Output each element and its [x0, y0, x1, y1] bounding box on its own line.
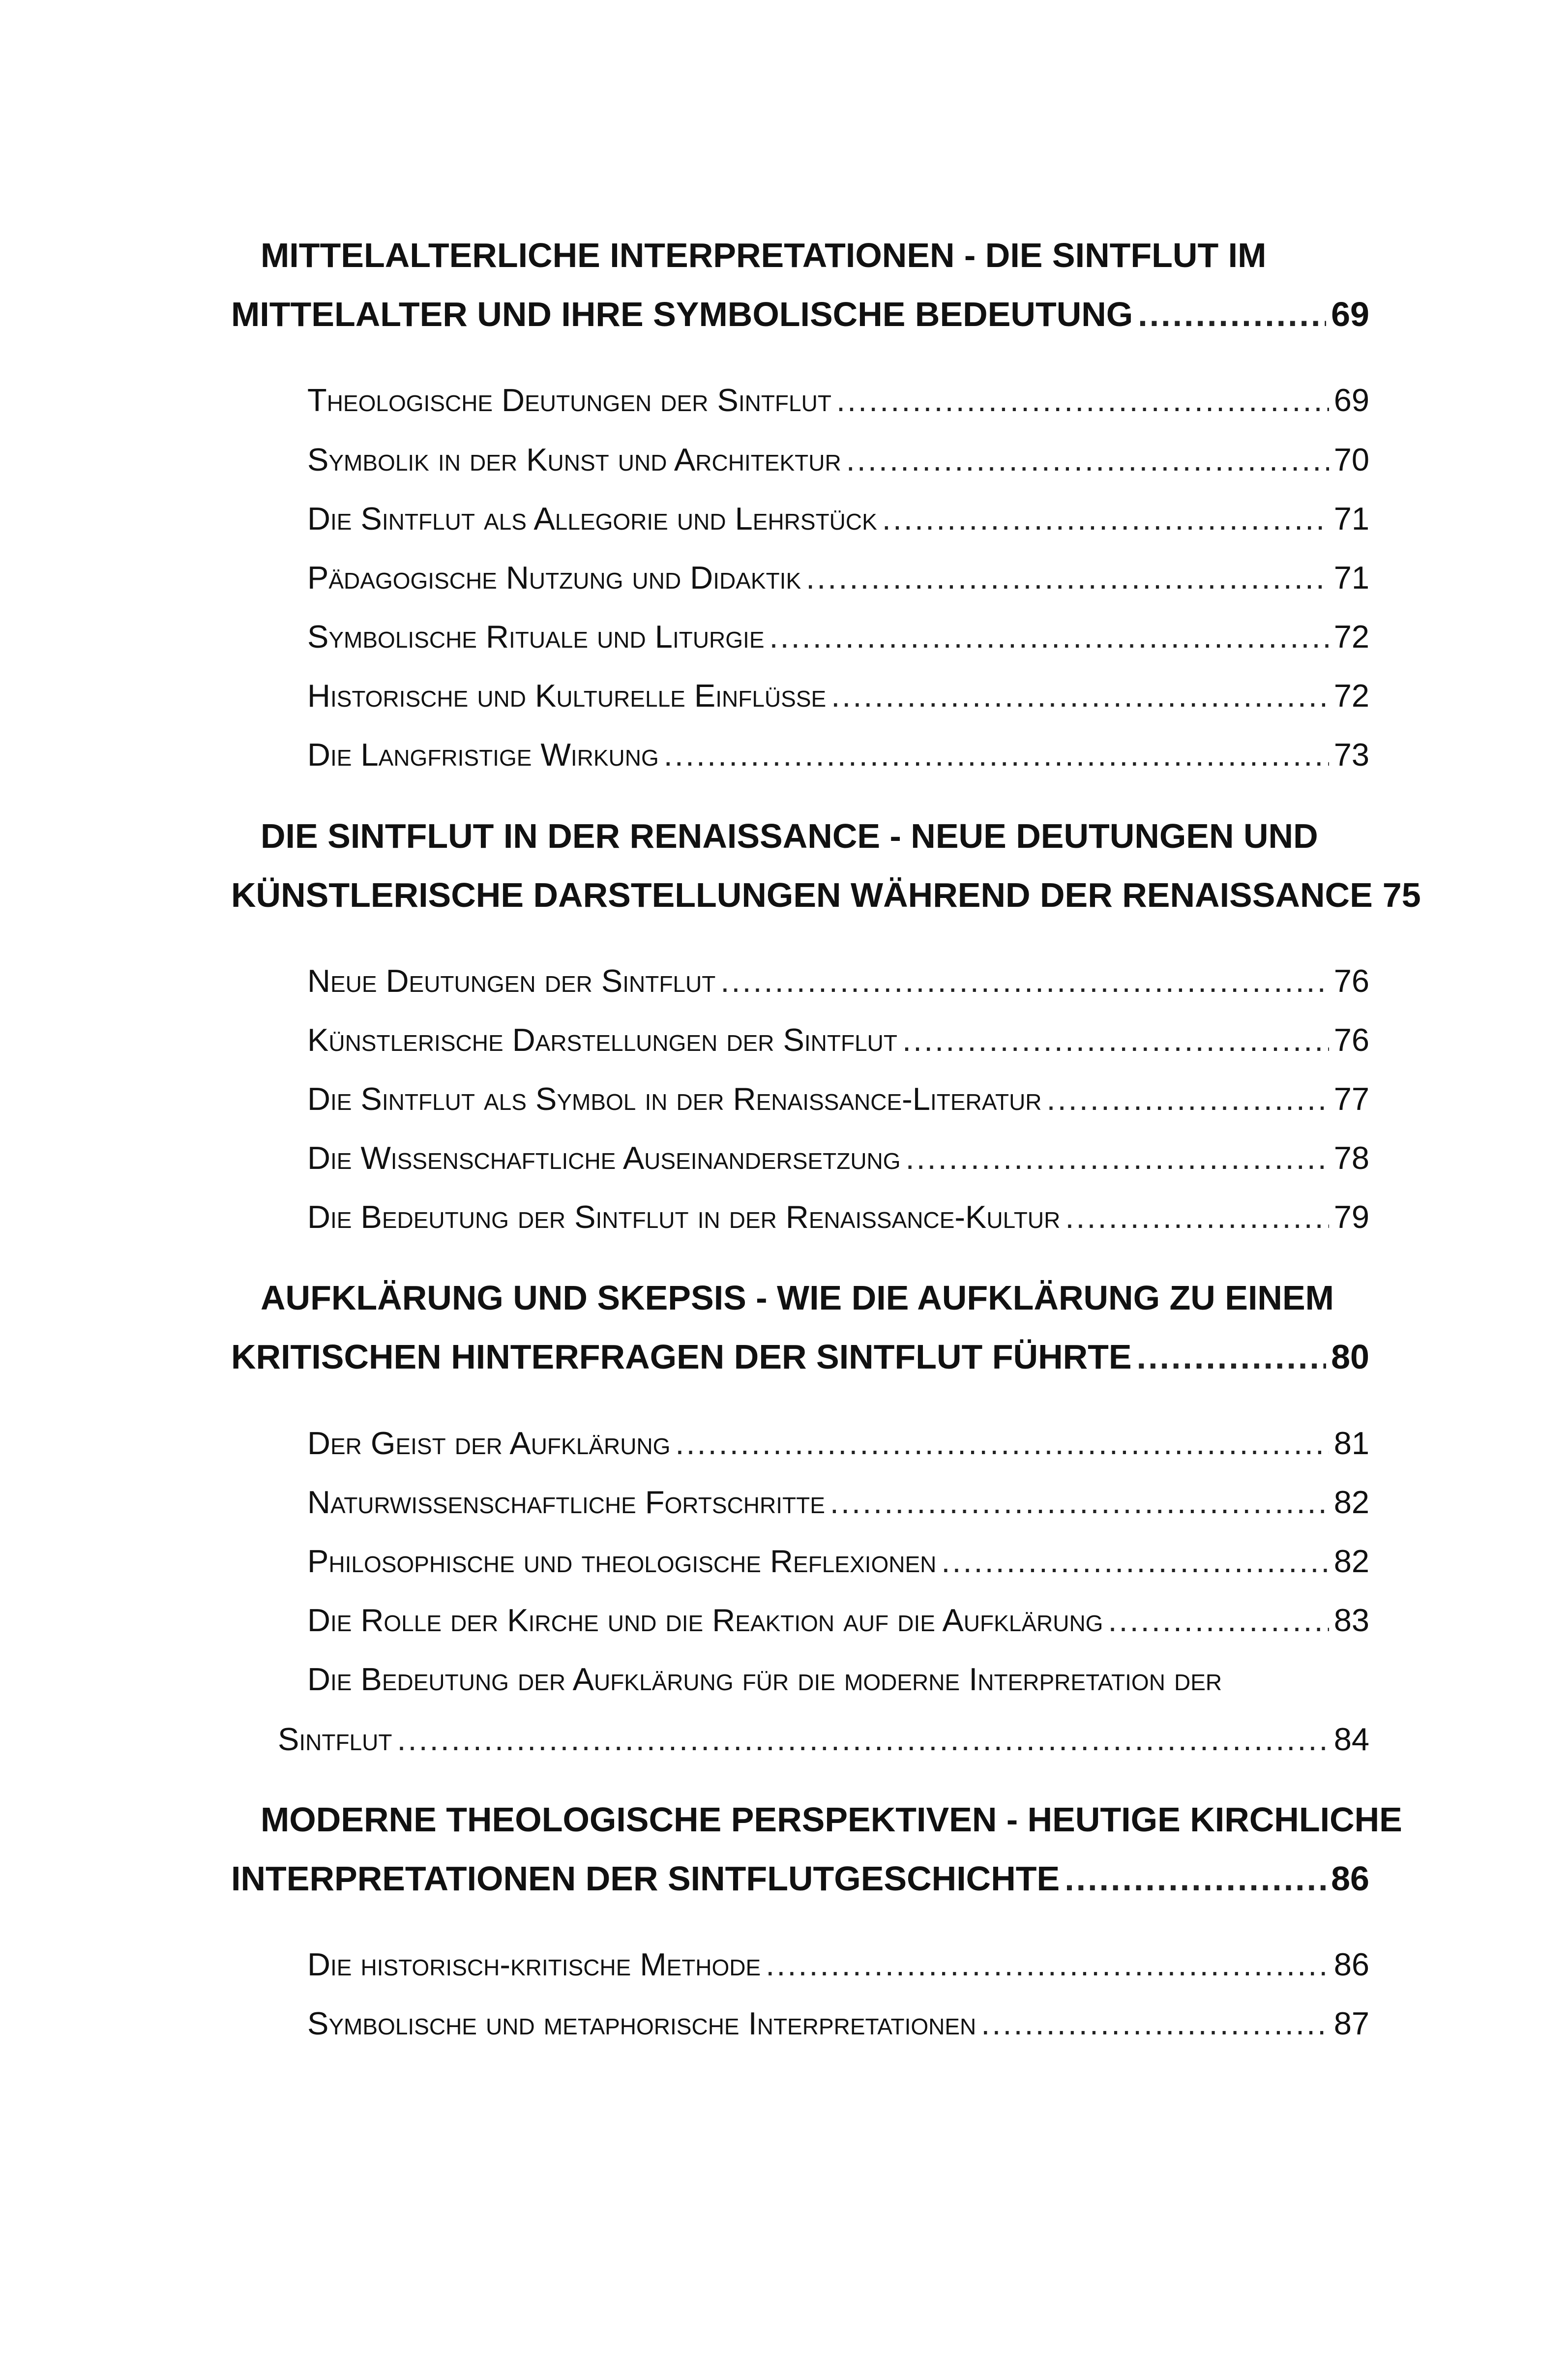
page-number: 77: [1333, 1081, 1369, 1117]
dot-leader: [1108, 1604, 1329, 1636]
dot-leader: [769, 621, 1329, 653]
dot-leader: [846, 444, 1329, 476]
section-title: Die Bedeutung der Aufklärung für die moderne Interpretation der: [307, 1661, 1222, 1697]
page-number: 72: [1333, 678, 1369, 714]
section-title: Symbolische Rituale und Liturgie: [307, 619, 765, 655]
chapter-title-line1: DIE SINTFLUT IN DER RENAISSANCE - NEUE DEUTUNGEN UND: [261, 817, 1318, 855]
page-number: 76: [1333, 1022, 1369, 1058]
page-number: 72: [1333, 619, 1369, 655]
section-title: Die Rolle der Kirche und die Reaktion auf die Aufklärung: [307, 1602, 1103, 1638]
dot-leader: [1137, 1340, 1327, 1374]
page-number: 78: [1333, 1140, 1369, 1176]
chapter-title-text: KÜNSTLERISCHE DARSTELLUNGEN WÄHREND DER RENAISSANCE: [231, 876, 1373, 914]
dot-leader: [397, 1723, 1329, 1755]
section-title: Die Sintflut als Symbol in der Renaissance-Literatur: [307, 1081, 1042, 1117]
chapter-title-text: KRITISCHEN HINTERFRAGEN DER SINTFLUT FÜHRTE: [231, 1338, 1132, 1376]
section-title-continued: Sintflut: [278, 1721, 392, 1757]
section-title: Die Wissenschaftliche Auseinandersetzung: [307, 1140, 901, 1176]
dot-leader: [836, 384, 1329, 416]
section-title: Theologische Deutungen der Sintflut: [307, 382, 831, 418]
chapter-title-line1: MITTELALTERLICHE INTERPRETATIONEN - DIE SINTFLUT IM: [261, 236, 1267, 274]
chapter-title-text: INTERPRETATIONEN DER SINTFLUTGESCHICHTE: [231, 1859, 1060, 1898]
section-title: Die Bedeutung der Sintflut in der Renaissance-Kultur: [307, 1199, 1061, 1235]
section-title: Pädagogische Nutzung und Didaktik: [307, 560, 801, 596]
section-title: Symbolik in der Kunst und Architektur: [307, 442, 841, 478]
section-title: Naturwissenschaftliche Fortschritte: [307, 1484, 825, 1520]
page-number: 79: [1333, 1199, 1369, 1235]
chapter-title-text: MITTELALTER UND IHRE SYMBOLISCHE BEDEUTUNG: [231, 295, 1133, 333]
section-title: Künstlerische Darstellungen der Sintflut: [307, 1022, 897, 1058]
page-number: 84: [1333, 1721, 1369, 1757]
chapter-title-line1: MODERNE THEOLOGISCHE PERSPEKTIVEN - HEUTIGE KIRCHLICHE: [261, 1800, 1402, 1839]
dot-leader: [882, 503, 1329, 535]
page-number: 80: [1331, 1338, 1369, 1376]
chapter-title-line1: AUFKLÄRUNG UND SKEPSIS - WIE DIE AUFKLÄRUNG ZU EINEM: [261, 1279, 1334, 1317]
page-number: 86: [1331, 1859, 1369, 1898]
page-number: 76: [1333, 963, 1369, 999]
section-title: Die Langfristige Wirkung: [307, 737, 659, 773]
dot-leader: [1065, 1861, 1326, 1896]
dot-leader: [1047, 1083, 1329, 1115]
page-number: 69: [1331, 295, 1369, 333]
chapter-title-line2: [231, 297, 1369, 331]
page-number: 70: [1333, 442, 1369, 478]
section-title: Symbolische und metaphorische Interpretationen: [307, 2005, 976, 2041]
dot-leader: [720, 965, 1329, 997]
page-number: 75: [1382, 876, 1421, 914]
dot-leader: [1138, 297, 1326, 331]
chapter-title-line2: [231, 1340, 1369, 1374]
page-number: 73: [1333, 737, 1369, 773]
section-title: Der Geist der Aufklärung: [307, 1425, 671, 1461]
dot-leader: [766, 1948, 1329, 1980]
dot-leader: [830, 1486, 1329, 1518]
page-number: 71: [1333, 560, 1369, 596]
dot-leader: [664, 739, 1329, 771]
dot-leader: [1065, 1201, 1329, 1233]
chapter-title-line2: [231, 1861, 1369, 1896]
page-number: 82: [1333, 1543, 1369, 1579]
section-title: Die historisch-kritische Methode: [307, 1946, 761, 1982]
page-number: 82: [1333, 1484, 1369, 1520]
dot-leader: [675, 1427, 1329, 1459]
page-number: 71: [1333, 501, 1369, 537]
dot-leader: [902, 1024, 1329, 1056]
dot-leader: [981, 2007, 1329, 2039]
dot-leader: [906, 1142, 1329, 1174]
page-number: 81: [1333, 1425, 1369, 1461]
page-number: 87: [1333, 2005, 1369, 2041]
dot-leader: [831, 680, 1329, 712]
section-title: Neue Deutungen der Sintflut: [307, 963, 716, 999]
page-number: 86: [1333, 1946, 1369, 1982]
section-title: Die Sintflut als Allegorie und Lehrstück: [307, 501, 877, 537]
section-title: Historische und Kulturelle Einflüsse: [307, 678, 827, 714]
dot-leader: [806, 562, 1329, 594]
section-title: Philosophische und theologische Reflexionen: [307, 1543, 937, 1579]
page-number: 83: [1333, 1602, 1369, 1638]
page-number: 69: [1333, 382, 1369, 418]
dot-leader: [941, 1545, 1329, 1577]
chapter-title-line2: [231, 876, 1421, 914]
